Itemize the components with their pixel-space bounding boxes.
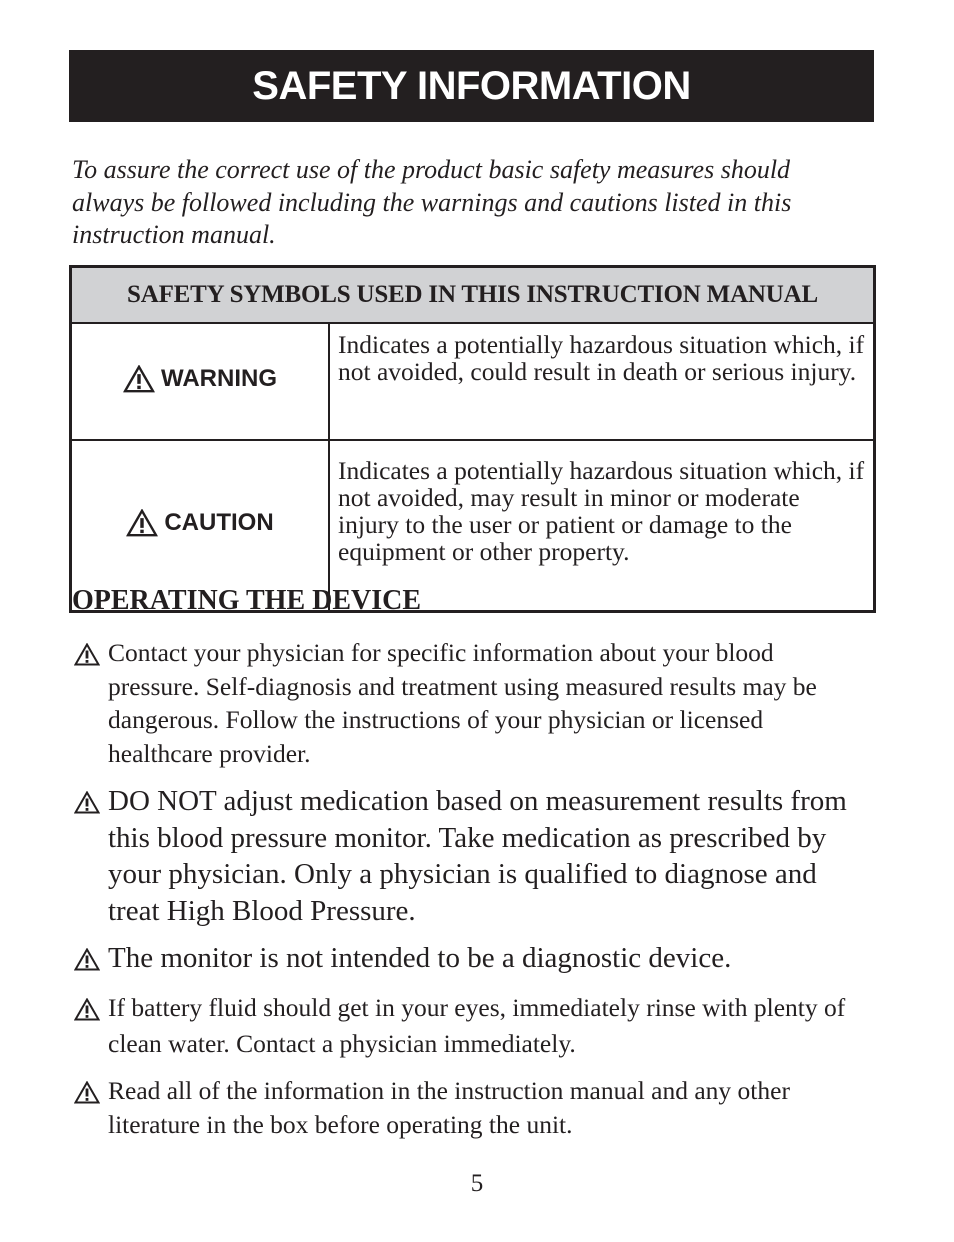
list-item-text: Contact your physician for specific information about your blood pressure. Self-diagnosis and treatment using measured results may be dangerous. Follow the instructions of your physician or licensed healthcare provider. bbox=[108, 638, 817, 768]
list-item bbox=[74, 940, 864, 977]
symbol-label: WARNING bbox=[161, 365, 277, 392]
list-item bbox=[74, 636, 864, 770]
description-cell: Indicates a potentially hazardous situation which, if not avoided, could result in death or serious injury. bbox=[329, 323, 875, 440]
warning-triangle-icon bbox=[74, 643, 100, 666]
list-item bbox=[74, 783, 864, 929]
caution-symbol bbox=[126, 509, 273, 537]
list-item-text: Read all of the information in the instruction manual and any other literature in the box before operating the unit. bbox=[108, 1076, 790, 1139]
table-heading: SAFETY SYMBOLS USED IN THIS INSTRUCTION MANUAL bbox=[71, 267, 875, 324]
list-item bbox=[74, 1074, 864, 1142]
intro-paragraph: To assure the correct use of the product basic safety measures should always be followed including the warnings and cautions listed in this instruction manual. bbox=[72, 155, 792, 249]
list-item-text: If battery fluid should get in your eyes, immediately rinse with plenty of clean water. Contact a physician immediately. bbox=[108, 993, 846, 1058]
warning-symbol bbox=[123, 365, 277, 393]
page-title: SAFETY INFORMATION bbox=[252, 63, 691, 108]
page-number: 5 bbox=[470, 1170, 484, 1197]
table-row bbox=[71, 323, 875, 440]
warning-triangle-icon bbox=[123, 365, 155, 393]
list-item bbox=[74, 990, 864, 1062]
title-bar bbox=[69, 50, 874, 122]
safety-symbols-table bbox=[69, 265, 876, 613]
symbol-cell bbox=[71, 323, 330, 440]
warning-triangle-icon bbox=[126, 509, 158, 537]
section-heading: OPERATING THE DEVICE bbox=[72, 585, 422, 616]
warning-triangle-icon bbox=[74, 998, 100, 1021]
warning-triangle-icon bbox=[74, 791, 100, 814]
warning-triangle-icon bbox=[74, 948, 100, 971]
description-cell: Indicates a potentially hazardous situation which, if not avoided, may result in minor or moderate injury to the user or patient or damage to the equipment or other property. bbox=[329, 440, 875, 612]
warning-triangle-icon bbox=[74, 1081, 100, 1104]
symbol-label: CAUTION bbox=[164, 509, 274, 536]
list-item-text: DO NOT adjust medication based on measurement results from this blood pressure monitor. Take medication as prescribed by your physician. Only a physician is qualified to diagnose and treat High Blood Pressure. bbox=[108, 785, 847, 927]
list-item-text: The monitor is not intended to be a diagnostic device. bbox=[108, 942, 732, 974]
